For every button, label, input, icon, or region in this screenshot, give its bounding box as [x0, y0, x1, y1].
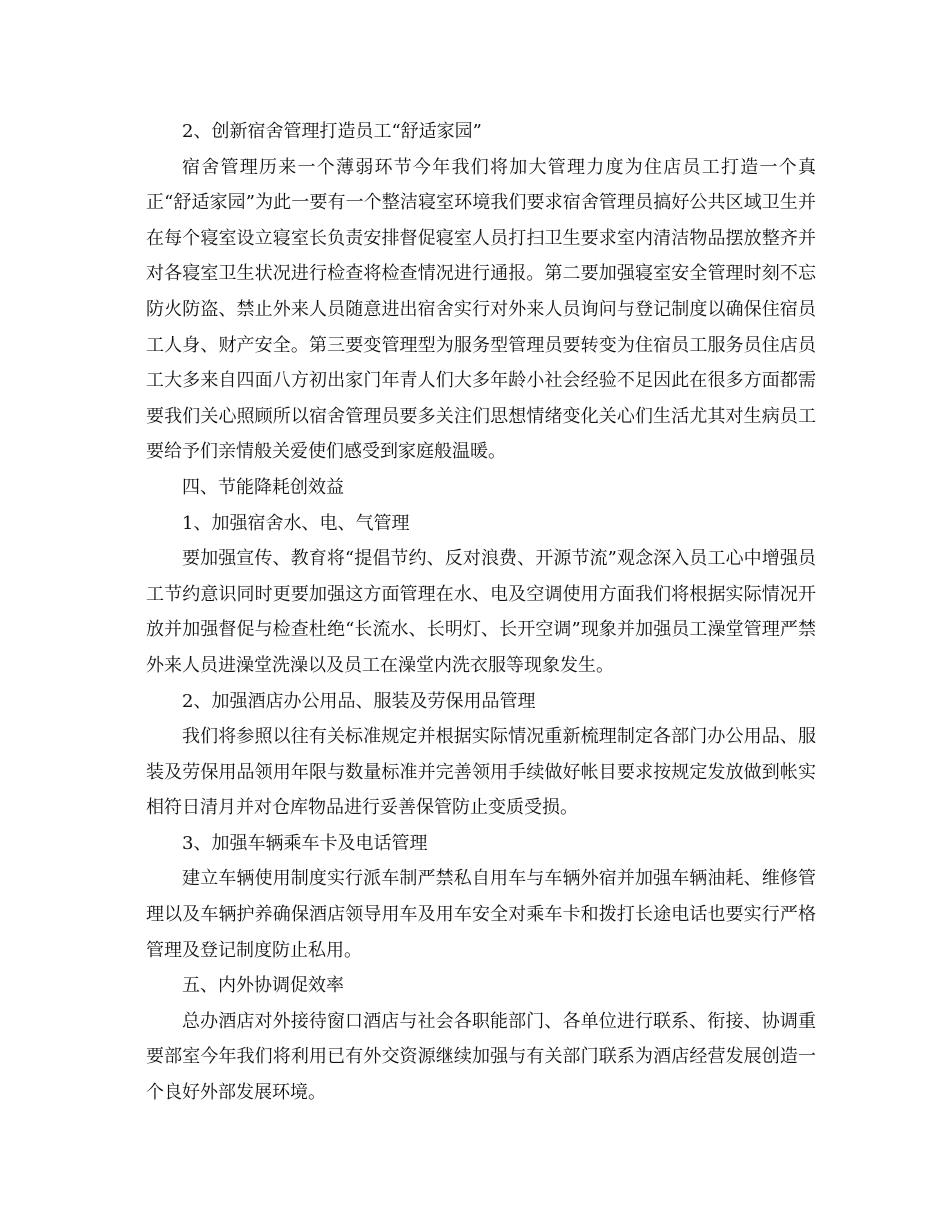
paragraph-vehicles-phones: 建立车辆使用制度实行派车制严禁私自用车与车辆外宿并加强车辆油耗、维修管理以及车辆护养确保酒店领导用车及用车安全对乘车卡和拨打长途电话也要实行严格管理及登记制度防止私用。	[146, 868, 816, 961]
section-heading-dormitory: 2、创新宿舍管理打造员工“舒适家园”	[182, 121, 482, 142]
paragraph-dormitory-management: 宿舍管理历来一个薄弱环节今年我们将加大管理力度为住店员工打造一个真正“舒适家园”为此一要有一个整洁寝室环境我们要求宿舍管理员搞好公共区域卫生并在每个寝室设立寝室长负责安排督促寝室人员打扫卫生要求室内清洁物品摆放整齐并对各寝室卫生状况进行检查将检查情况进行通报。第二要加强寝室安全管理时刻不忘防火防盗、禁止外来人员随意进出宿舍实行对外来人员询问与登记制度以确保住宿员工人身、财产安全。第三要变管理型为服务型管理员要转变为住宿员工服务员住店员工大多来自四面八方初出家门年青人们大多年龄小社会经验不足因此在很多方面都需要我们关心照顾所以宿舍管理员要多关注们思想情绪变化关心们生活尤其对生病员工要给予们亲情般关爱使们感受到家庭般温暖。	[146, 156, 816, 463]
subheading-utilities: 1、加强宿舍水、电、气管理	[182, 512, 410, 534]
paragraph-coordination: 总办酒店对外接待窗口酒店与社会各职能部门、各单位进行联系、衔接、协调重要部室今年我们将利用已有外交资源继续加强与有关部门联系为酒店经营发展创造一个良好外部发展环境。	[146, 1010, 816, 1104]
document-body	[146, 114, 816, 1111]
section-heading-energy-saving: 四、节能降耗创效益	[182, 476, 344, 498]
paragraph-utilities: 要加强宣传、教育将“提倡节约、反对浪费、开源节流”观念深入员工心中增强员工节约意识同时更要加强这方面管理在水、电及空调使用方面我们将根据实际情况开放并加强督促与检查杜绝“长流水、长明灯、长开空调”现象并加强员工澡堂管理严禁外来人员进澡堂洗澡以及员工在澡堂内洗衣服等现象发生。	[146, 548, 816, 676]
paragraph-office-supplies: 我们将参照以往有关标准规定并根据实际情况重新梳理制定各部门办公用品、服装及劳保用品领用年限与数量标准并完善领用手续做好帐目要求按规定发放做到帐实相符日清月并对仓库物品进行妥善保管防止变质受损。	[146, 726, 816, 819]
section-heading-coordination: 五、内外协调促效率	[182, 975, 344, 997]
subheading-office-supplies: 2、加强酒店办公用品、服装及劳保用品管理	[182, 690, 536, 712]
subheading-vehicles-phones: 3、加强车辆乘车卡及电话管理	[182, 832, 428, 854]
